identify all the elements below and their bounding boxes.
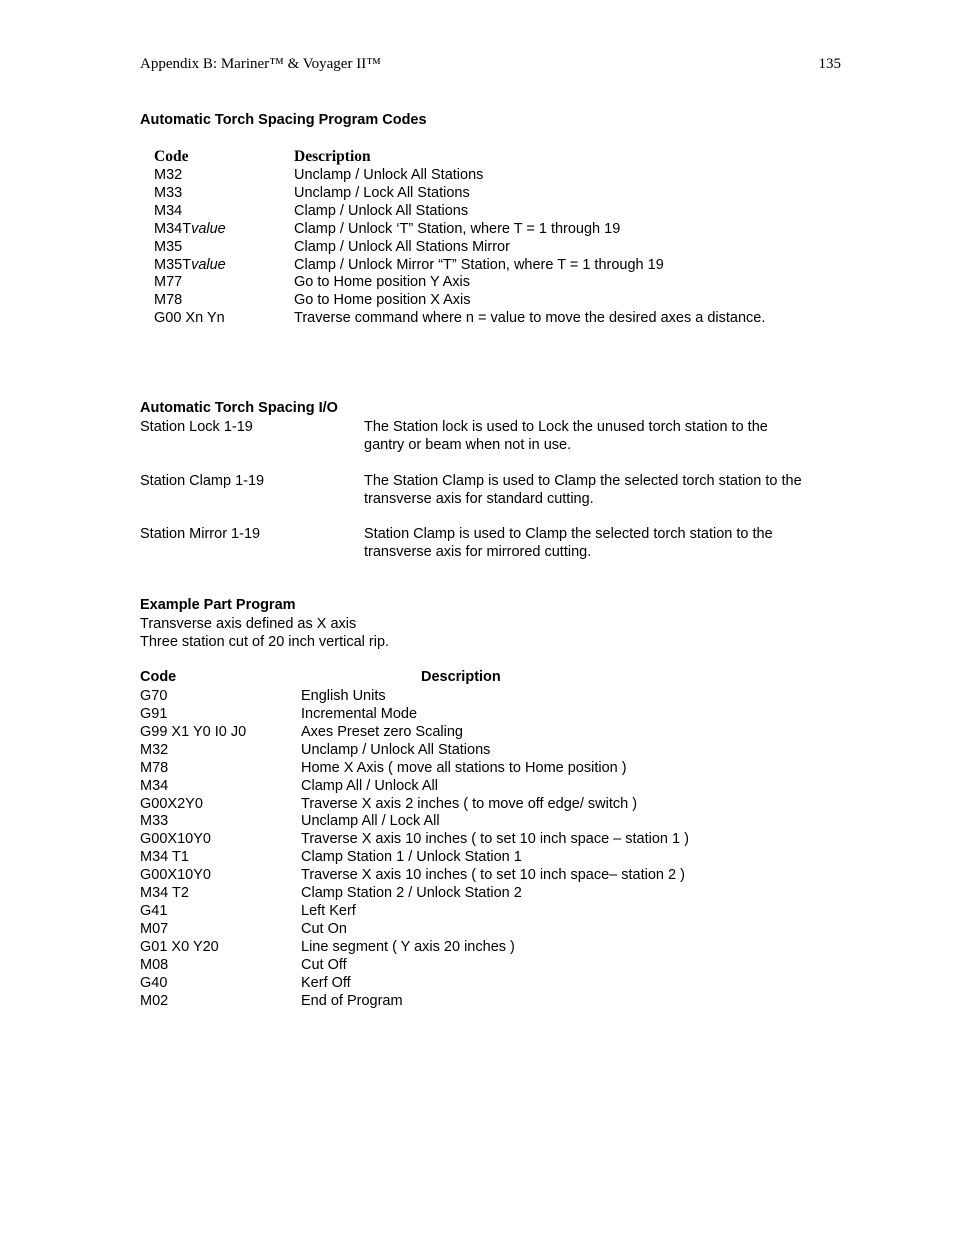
description-cell: End of Program: [301, 992, 403, 1009]
code-text: M78: [154, 292, 183, 309]
code-cell: [154, 273, 182, 291]
io-description-line: The Station Clamp is used to Clamp the selected torch station to the: [364, 472, 802, 489]
description-cell: Clamp / Unlock All Stations: [294, 202, 469, 219]
section-title-io: Automatic Torch Spacing I/O: [140, 400, 338, 416]
page-number: 135: [818, 56, 841, 72]
io-description-line: gantry or beam when not in use.: [364, 437, 572, 453]
column-header-code: Code: [140, 669, 177, 685]
code-cell: G01 X0 Y20: [140, 938, 219, 955]
column-header-description: Description: [294, 148, 371, 165]
code-cell: [154, 220, 226, 238]
description-cell: Traverse command where n = value to move the desired axes a distance.: [294, 310, 766, 327]
section-title-example: Example Part Program: [140, 597, 296, 613]
code-cell: G41: [140, 903, 168, 920]
description-cell: Go to Home position X Axis: [294, 292, 471, 309]
code-cell: [154, 238, 182, 256]
io-label: Station Lock 1-19: [140, 419, 253, 435]
io-description-line: transverse axis for standard cutting.: [364, 490, 594, 507]
code-cell: [154, 166, 182, 184]
description-cell: Clamp / Unlock Mirror “T” Station, where T = 1 through 19: [294, 256, 664, 273]
description-cell: Unclamp / Unlock All Stations: [301, 741, 491, 758]
code-cell: M34 T1: [140, 849, 189, 866]
code-text: G00 Xn Yn: [154, 310, 225, 327]
code-cell: [154, 291, 182, 309]
code-text: M34: [154, 202, 183, 219]
description-cell: Traverse X axis 10 inches ( to set 10 inch space – station 1 ): [301, 831, 689, 848]
description-cell: Go to Home position Y Axis: [294, 274, 470, 291]
description-cell: Line segment ( Y axis 20 inches ): [301, 938, 515, 955]
example-note-1: Transverse axis defined as X axis: [140, 616, 357, 632]
code-cell: M34: [140, 777, 169, 794]
description-cell: Unclamp All / Lock All: [301, 813, 440, 830]
code-cell: [154, 202, 182, 220]
io-description-line: The Station lock is used to Lock the unused torch station to the: [364, 419, 768, 435]
description-cell: Cut On: [301, 920, 347, 937]
code-cell: M07: [140, 920, 169, 937]
description-cell: Clamp Station 1 / Unlock Station 1: [301, 849, 522, 866]
code-cell: G40: [140, 974, 168, 991]
column-header-description: Description: [421, 669, 501, 685]
code-cell: G00X10Y0: [140, 831, 211, 848]
code-text: M77: [154, 274, 183, 291]
description-cell: Left Kerf: [301, 903, 356, 920]
description-cell: Clamp / Unlock ‘T” Station, where T = 1 through 19: [294, 220, 621, 237]
description-cell: Clamp Station 2 / Unlock Station 2: [301, 885, 522, 902]
description-cell: Axes Preset zero Scaling: [301, 723, 463, 740]
code-cell: [154, 309, 225, 327]
io-label: Station Clamp 1-19: [140, 472, 265, 489]
page-header-title: Appendix B: Mariner™ & Voyager II™: [140, 56, 381, 72]
io-description-line: Station Clamp is used to Clamp the selected torch station to the: [364, 526, 773, 542]
io-description-line: transverse axis for mirrored cutting.: [364, 544, 592, 560]
code-text: M33: [154, 184, 183, 201]
description-cell: Cut Off: [301, 956, 347, 973]
code-cell: [154, 256, 226, 274]
code-cell: M02: [140, 992, 169, 1009]
code-cell: G91: [140, 705, 168, 722]
code-placeholder: value: [191, 220, 226, 237]
description-cell: English Units: [301, 688, 386, 704]
code-cell: G99 X1 Y0 I0 J0: [140, 723, 247, 740]
description-cell: Incremental Mode: [301, 705, 418, 722]
code-cell: G00X2Y0: [140, 795, 203, 812]
code-text: M34T: [154, 220, 192, 237]
description-cell: Clamp / Unlock All Stations Mirror: [294, 238, 510, 255]
code-cell: G00X10Y0: [140, 867, 211, 884]
code-cell: M78: [140, 759, 169, 776]
code-cell: M34 T2: [140, 885, 189, 902]
code-cell: G70: [140, 688, 168, 704]
io-label: Station Mirror 1-19: [140, 526, 261, 542]
code-cell: M32: [140, 741, 169, 758]
column-header-code: Code: [154, 148, 189, 165]
code-text: M32: [154, 167, 183, 183]
description-cell: Home X Axis ( move all stations to Home position ): [301, 759, 627, 776]
description-cell: Unclamp / Unlock All Stations: [294, 167, 484, 183]
code-cell: M33: [140, 813, 169, 830]
code-placeholder: value: [191, 256, 226, 273]
description-cell: Kerf Off: [301, 974, 351, 991]
description-cell: Traverse X axis 10 inches ( to set 10 inch space– station 2 ): [301, 867, 685, 884]
description-cell: Unclamp / Lock All Stations: [294, 184, 470, 201]
section-title-program-codes: Automatic Torch Spacing Program Codes: [140, 112, 427, 128]
description-cell: Traverse X axis 2 inches ( to move off edge/ switch ): [301, 795, 638, 812]
code-text: M35: [154, 238, 183, 255]
example-note-2: Three station cut of 20 inch vertical rip.: [140, 634, 390, 650]
code-cell: M08: [140, 956, 169, 973]
code-cell: [154, 184, 182, 202]
code-text: M35T: [154, 256, 192, 273]
description-cell: Clamp All / Unlock All: [301, 777, 438, 794]
